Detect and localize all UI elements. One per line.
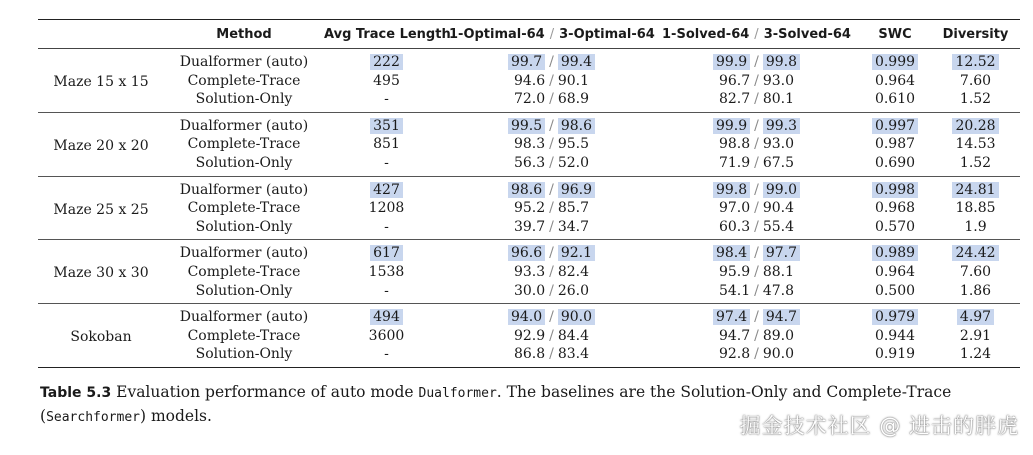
env-cell: Sokoban [70,329,132,346]
method-suffix: (auto) [265,117,309,134]
table-group [38,176,1020,240]
solved-cell [654,199,859,218]
solved-cell-3: 93.0 [762,72,795,89]
table-row [38,176,1020,199]
swc-cell [859,90,931,112]
diversity-cell-value: 1.9 [964,218,987,235]
swc-cell [859,345,931,367]
swc-cell-value: 0.944 [874,327,916,344]
solved-cell-3: 55.4 [762,218,795,235]
header-separator: / [549,26,555,42]
method-name: Solution-Only [195,282,293,299]
diversity-cell [931,154,1020,176]
trace-value: 1538 [368,263,405,280]
value-separator: / [754,72,759,89]
optimal-cell [449,263,654,282]
solved-cell-1: 71.9 [718,154,751,171]
solved-cell-3: 89.0 [762,327,795,344]
solved-cell-1: 99.8 [713,182,750,198]
table-row [38,154,1020,176]
caption-text: ) models. [139,407,212,425]
swc-cell [859,112,931,135]
optimal-cell-3: 90.1 [557,72,590,89]
value-separator: / [549,218,554,235]
optimal-cell [449,240,654,263]
diversity-cell-value: 14.53 [955,136,996,153]
diversity-cell [931,218,1020,240]
diversity-cell-value: 1.86 [959,282,992,299]
optimal-cell-1: 39.7 [513,218,546,235]
solved-cell-3: 99.3 [763,118,800,134]
optimal-cell-3: 92.1 [558,245,595,261]
trace-value: 1208 [368,200,405,217]
method-suffix: (auto) [265,309,309,326]
solved-cell [654,304,859,327]
diversity-cell [931,90,1020,112]
diversity-cell [931,304,1020,327]
method-cell [164,176,324,199]
optimal-cell [449,154,654,176]
env-cell: Maze 25 x 25 [53,201,149,218]
swc-cell [859,327,931,346]
value-separator: / [754,245,759,262]
optimal-cell [449,112,654,135]
table-row [38,72,1020,91]
value-separator: / [754,54,759,70]
swc-cell [859,263,931,282]
method-cell [164,218,324,240]
optimal-cell-3: 84.4 [557,327,590,344]
optimal-cell-1: 86.8 [513,346,546,363]
method-name: Dualformer [179,117,262,134]
optimal-cell-1: 93.3 [513,263,546,280]
optimal-cell-1: 94.6 [513,72,546,89]
optimal-cell-3: 99.4 [558,54,595,70]
optimal-cell [449,135,654,154]
trace-value: 494 [370,309,403,325]
method-cell [164,263,324,282]
solved-cell [654,176,859,199]
solved-cell [654,282,859,304]
value-separator: / [549,282,554,299]
diversity-cell-value: 1.52 [959,154,992,171]
diversity-cell-value: 2.91 [959,327,992,344]
trace-cell [324,240,449,263]
method-suffix: (auto) [265,54,309,70]
table-row [38,112,1020,135]
header-method: Method [216,26,272,42]
optimal-cell [449,282,654,304]
trace-value: - [384,91,389,108]
swc-cell-value: 0.964 [874,72,916,89]
value-separator: / [549,346,554,363]
trace-cell [324,218,449,240]
header-optimal-1: 1-Optimal-64 [449,26,545,42]
value-separator: / [549,327,554,344]
swc-cell-value: 0.690 [874,154,916,171]
table-row [38,282,1020,304]
swc-cell [859,154,931,176]
watermark: 掘金技术社区 @ 进击的胖虎 [739,414,1019,438]
optimal-cell-3: 34.7 [557,218,590,235]
method-cell [164,199,324,218]
trace-value: 427 [370,182,403,198]
solved-cell [654,135,859,154]
solved-cell-1: 99.9 [713,54,750,70]
table-row [38,327,1020,346]
optimal-cell [449,345,654,367]
optimal-cell-1: 72.0 [513,91,546,108]
table-row [38,90,1020,112]
solved-cell-3: 90.4 [762,200,795,217]
optimal-cell-3: 90.0 [558,309,595,325]
value-separator: / [754,181,759,198]
optimal-cell-1: 30.0 [513,282,546,299]
trace-cell [324,112,449,135]
trace-value: - [384,154,389,171]
diversity-cell-value: 1.52 [959,91,992,108]
caption-baseline-name: Searchformer [46,410,140,425]
optimal-cell-3: 95.5 [557,136,590,153]
diversity-cell [931,263,1020,282]
solved-cell-1: 98.8 [718,136,751,153]
solved-cell [654,49,859,72]
optimal-cell-3: 96.9 [558,182,595,198]
method-cell [164,90,324,112]
trace-value: 851 [373,136,400,153]
value-separator: / [549,136,554,153]
diversity-cell [931,49,1020,72]
value-separator: / [754,200,759,217]
method-name: Complete-Trace [187,136,301,153]
swc-cell [859,199,931,218]
optimal-cell [449,49,654,72]
optimal-cell-1: 99.5 [508,118,545,134]
table-row [38,135,1020,154]
method-cell [164,282,324,304]
table-group [38,240,1020,304]
optimal-cell-3: 98.6 [558,118,595,134]
swc-cell-value: 0.979 [872,309,918,325]
value-separator: / [754,218,759,235]
caption-model-name: Dualformer [418,386,497,401]
header-row [38,20,1020,49]
diversity-cell-value: 12.52 [952,54,998,70]
optimal-cell-1: 98.3 [513,136,546,153]
header-solved-3: 3-Solved-64 [763,26,851,42]
optimal-cell [449,72,654,91]
table-row [38,304,1020,327]
solved-cell [654,345,859,367]
trace-cell [324,154,449,176]
optimal-cell-3: 26.0 [557,282,590,299]
solved-cell-1: 60.3 [718,218,751,235]
solved-cell [654,240,859,263]
solved-cell-1: 92.8 [718,346,751,363]
method-cell [164,72,324,91]
solved-cell-1: 97.0 [718,200,751,217]
optimal-cell-3: 68.9 [557,91,590,108]
solved-cell-1: 95.9 [718,263,751,280]
diversity-cell [931,176,1020,199]
value-separator: / [754,136,759,153]
diversity-cell-value: 7.60 [959,263,992,280]
value-separator: / [754,91,759,108]
optimal-cell [449,304,654,327]
method-cell [164,345,324,367]
optimal-cell [449,176,654,199]
diversity-cell-value: 24.42 [952,245,998,261]
swc-cell-value: 0.987 [874,136,916,153]
diversity-cell [931,72,1020,91]
trace-cell [324,49,449,72]
header-solved-1: 1-Solved-64 [662,26,750,42]
trace-cell [324,176,449,199]
env-cell: Maze 20 x 20 [53,137,149,154]
value-separator: / [754,309,759,326]
method-name: Dualformer [179,181,262,198]
value-separator: / [549,117,554,134]
trace-cell [324,72,449,91]
method-cell [164,304,324,327]
solved-cell-3: 93.0 [762,136,795,153]
method-cell [164,112,324,135]
trace-cell [324,263,449,282]
header-env [38,20,164,49]
solved-cell-3: 88.1 [762,263,795,280]
method-name: Solution-Only [195,91,293,108]
method-suffix: (auto) [265,181,309,198]
solved-cell [654,154,859,176]
trace-value: - [384,346,389,363]
value-separator: / [549,154,554,171]
diversity-cell-value: 1.24 [959,346,992,363]
value-separator: / [549,91,554,108]
solved-cell [654,90,859,112]
trace-value: - [384,218,389,235]
value-separator: / [549,200,554,217]
method-cell [164,135,324,154]
value-separator: / [754,282,759,299]
method-cell [164,49,324,72]
method-name: Dualformer [179,309,262,326]
solved-cell [654,327,859,346]
optimal-cell-1: 94.0 [508,309,545,325]
table-row [38,49,1020,72]
solved-cell-3: 99.8 [763,54,800,70]
diversity-cell-value: 7.60 [959,72,992,89]
trace-cell [324,282,449,304]
solved-cell-3: 99.0 [763,182,800,198]
trace-value: 617 [370,245,403,261]
method-name: Solution-Only [195,154,293,171]
optimal-cell-3: 83.4 [557,346,590,363]
trace-value: 495 [373,72,400,89]
header-solved [654,20,859,49]
table-row [38,218,1020,240]
swc-cell [859,135,931,154]
trace-cell [324,345,449,367]
swc-cell [859,218,931,240]
solved-cell-1: 82.7 [718,91,751,108]
optimal-cell [449,218,654,240]
method-name: Complete-Trace [187,72,301,89]
caption-text: Evaluation performance of auto mode [116,383,414,401]
header-avg-trace: Avg Trace Length [324,26,451,42]
solved-cell [654,72,859,91]
diversity-cell-value: 24.81 [952,182,998,198]
method-name: Complete-Trace [187,327,301,344]
diversity-cell-value: 20.28 [952,118,998,134]
swc-cell [859,72,931,91]
swc-cell-value: 0.968 [874,200,916,217]
trace-value: 351 [370,118,403,134]
optimal-cell [449,90,654,112]
optimal-cell-1: 95.2 [513,200,546,217]
value-separator: / [549,309,554,326]
swc-cell [859,176,931,199]
table-row [38,199,1020,218]
value-separator: / [549,263,554,280]
solved-cell [654,263,859,282]
swc-cell-value: 0.570 [874,218,916,235]
value-separator: / [549,245,554,262]
table-group [38,304,1020,368]
caption-text: . The baselines are the Solution-Only and Complete-Trace ( [40,383,952,425]
diversity-cell-value: 18.85 [955,200,996,217]
header-optimal [449,20,654,49]
swc-cell [859,240,931,263]
solved-cell-1: 94.7 [718,327,751,344]
header-optimal-3: 3-Optimal-64 [559,26,655,42]
method-name: Dualformer [179,245,262,262]
table-group [38,49,1020,113]
header-separator: / [754,26,759,42]
trace-cell [324,135,449,154]
header-diversity: Diversity [942,26,1009,42]
optimal-cell-1: 99.7 [508,54,545,70]
trace-cell [324,304,449,327]
swc-cell-value: 0.964 [874,263,916,280]
swc-cell-value: 0.997 [872,118,918,134]
value-separator: / [754,327,759,344]
optimal-cell-3: 52.0 [557,154,590,171]
method-suffix: (auto) [265,245,309,262]
trace-cell [324,90,449,112]
solved-cell-1: 97.4 [713,309,750,325]
method-cell [164,327,324,346]
swc-cell-value: 0.919 [874,346,916,363]
solved-cell-3: 90.0 [762,346,795,363]
solved-cell [654,112,859,135]
method-cell [164,240,324,263]
table-row [38,345,1020,367]
solved-cell-1: 99.9 [713,118,750,134]
optimal-cell-3: 85.7 [557,200,590,217]
diversity-cell [931,345,1020,367]
swc-cell [859,282,931,304]
method-name: Solution-Only [195,346,293,363]
solved-cell-3: 97.7 [763,245,800,261]
trace-value: 3600 [368,327,405,344]
table-group [38,112,1020,176]
diversity-cell [931,112,1020,135]
value-separator: / [549,181,554,198]
solved-cell-3: 47.8 [762,282,795,299]
diversity-cell [931,199,1020,218]
table-row [38,240,1020,263]
solved-cell-1: 54.1 [718,282,751,299]
optimal-cell-1: 98.6 [508,182,545,198]
value-separator: / [754,117,759,134]
diversity-cell [931,240,1020,263]
solved-cell-3: 80.1 [762,91,795,108]
method-name: Complete-Trace [187,263,301,280]
trace-cell [324,199,449,218]
trace-value: - [384,282,389,299]
optimal-cell [449,327,654,346]
value-separator: / [754,346,759,363]
optimal-cell-3: 82.4 [557,263,590,280]
diversity-cell [931,327,1020,346]
results-table [38,19,1020,368]
swc-cell [859,304,931,327]
diversity-cell-value: 4.97 [957,309,994,325]
swc-cell-value: 0.989 [872,245,918,261]
swc-cell-value: 0.999 [872,54,918,70]
diversity-cell [931,135,1020,154]
solved-cell-1: 98.4 [713,245,750,261]
swc-cell-value: 0.500 [874,282,916,299]
method-name: Complete-Trace [187,200,301,217]
method-name: Dualformer [179,54,262,70]
optimal-cell [449,199,654,218]
method-name: Solution-Only [195,218,293,235]
swc-cell-value: 0.998 [872,182,918,198]
optimal-cell-1: 96.6 [508,245,545,261]
value-separator: / [549,54,554,70]
diversity-cell [931,282,1020,304]
solved-cell-3: 67.5 [762,154,795,171]
value-separator: / [549,72,554,89]
solved-cell-3: 94.7 [763,309,800,325]
trace-value: 222 [370,54,403,70]
value-separator: / [754,263,759,280]
swc-cell [859,49,931,72]
optimal-cell-1: 56.3 [513,154,546,171]
value-separator: / [754,154,759,171]
trace-cell [324,327,449,346]
solved-cell-1: 96.7 [718,72,751,89]
optimal-cell-1: 92.9 [513,327,546,344]
caption-label: Table 5.3 [40,385,112,401]
table-row [38,263,1020,282]
swc-cell-value: 0.610 [874,91,916,108]
env-cell: Maze 30 x 30 [53,265,149,282]
env-cell: Maze 15 x 15 [53,74,149,91]
solved-cell [654,218,859,240]
header-swc: SWC [878,26,912,42]
method-cell [164,154,324,176]
